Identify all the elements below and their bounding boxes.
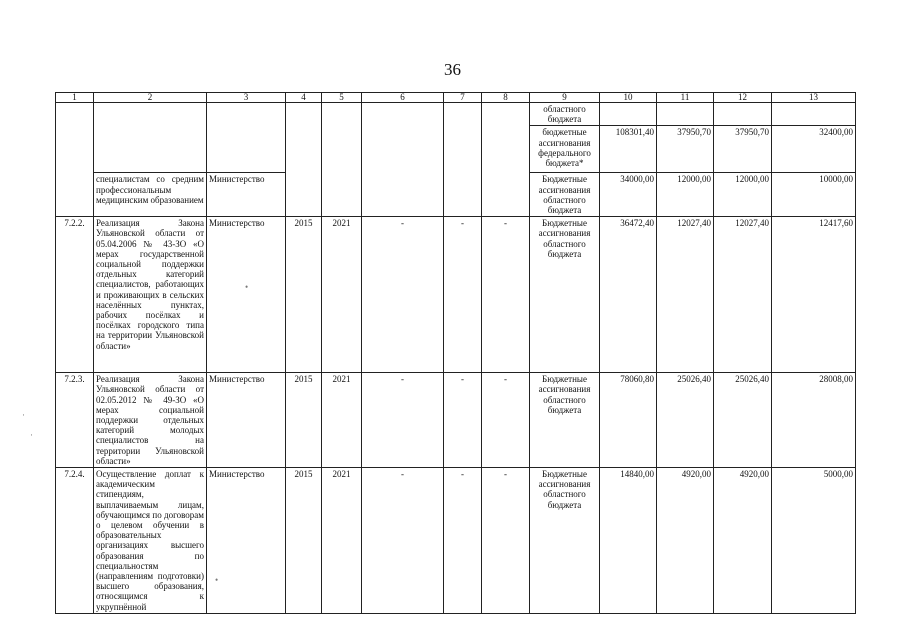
col7-cell: -	[444, 373, 482, 468]
column-header: 12	[714, 93, 772, 103]
year1-cell: 4920,00	[657, 468, 714, 614]
table-row	[56, 468, 856, 614]
program-table	[55, 92, 856, 614]
column-header: 13	[772, 93, 856, 103]
total-cell: 34000,00	[600, 173, 657, 217]
col7-cell: -	[444, 468, 482, 614]
scan-speck: ·	[22, 410, 25, 420]
executor-cell: Министерство	[207, 468, 286, 614]
year1-cell: 37950,70	[657, 126, 714, 173]
year2-cell: 25026,40	[714, 373, 772, 468]
executor-cell: Министерство	[207, 373, 286, 468]
year1-cell	[657, 103, 714, 126]
col8-cell: -	[482, 217, 530, 373]
start-year-cell: 2015	[286, 468, 322, 614]
col8-cell	[482, 103, 530, 217]
year3-cell: 28008,00	[772, 373, 856, 468]
column-header: 1	[56, 93, 94, 103]
col6-cell: -	[362, 217, 444, 373]
column-header: 8	[482, 93, 530, 103]
executor-cell: Министерство	[207, 217, 286, 373]
total-cell: 78060,80	[600, 373, 657, 468]
measure-name-cell: Реализация Закона Ульяновской области от 05.04.2006 № 43-ЗО «О мерах государственной социальной поддержки отдельных категорий специалистов, работающих и проживающих в сельских населённых пунктах, рабочих посёлках и посёлках городского типа на территории Ульяновской области»	[94, 217, 207, 373]
column-header: 10	[600, 93, 657, 103]
year2-cell: 12027,40	[714, 217, 772, 373]
start-year-cell: 2015	[286, 217, 322, 373]
item-number-cell: 7.2.4.	[56, 468, 94, 614]
start-year-cell	[286, 103, 322, 217]
total-cell: 108301,40	[600, 126, 657, 173]
column-header: 6	[362, 93, 444, 103]
funding-source-cell: Бюджетные ассигнования областного бюджета	[530, 373, 600, 468]
year3-cell: 32400,00	[772, 126, 856, 173]
funding-source-cell: областного бюджета	[530, 103, 600, 126]
end-year-cell	[322, 103, 362, 217]
year2-cell: 37950,70	[714, 126, 772, 173]
year3-cell: 10000,00	[772, 173, 856, 217]
total-cell: 36472,40	[600, 217, 657, 373]
col8-cell: -	[482, 468, 530, 614]
measure-name-cell: Осуществление доплат к академическим стипендиям, выплачиваемым лицам, обучающимся по договорам о целевом обучении в образовательных организациях высшего образования по специальностям (направлениям подготовки) высшего образования, относящимся к укрупнённой	[94, 468, 207, 614]
measure-name-cell	[94, 103, 207, 173]
year1-cell: 12027,40	[657, 217, 714, 373]
column-header: 2	[94, 93, 207, 103]
scan-speck: ·	[30, 430, 33, 440]
end-year-cell: 2021	[322, 373, 362, 468]
col6-cell: -	[362, 373, 444, 468]
year2-cell: 12000,00	[714, 173, 772, 217]
item-number-cell: 7.2.2.	[56, 217, 94, 373]
col6-cell	[362, 103, 444, 217]
year3-cell: 12417,60	[772, 217, 856, 373]
scan-speck: •	[245, 282, 249, 292]
column-header: 9	[530, 93, 600, 103]
start-year-cell: 2015	[286, 373, 322, 468]
funding-source-cell: Бюджетные ассигнования областного бюджета	[530, 173, 600, 217]
column-header: 5	[322, 93, 362, 103]
table-row	[56, 103, 856, 126]
executor-cell: Министерство	[207, 173, 286, 217]
item-number-cell	[56, 103, 94, 217]
end-year-cell: 2021	[322, 217, 362, 373]
page-number: 36	[444, 60, 461, 79]
year2-cell	[714, 103, 772, 126]
table-row	[56, 217, 856, 373]
table-row	[56, 373, 856, 468]
col7-cell: -	[444, 217, 482, 373]
year2-cell: 4920,00	[714, 468, 772, 614]
column-header: 7	[444, 93, 482, 103]
year1-cell: 25026,40	[657, 373, 714, 468]
item-number-cell: 7.2.3.	[56, 373, 94, 468]
executor-cell	[207, 103, 286, 173]
column-number-row	[56, 93, 856, 103]
year3-cell: 5000,00	[772, 468, 856, 614]
year3-cell	[772, 103, 856, 126]
year1-cell: 12000,00	[657, 173, 714, 217]
measure-name-cell: специалистам со средним профессиональным медицинским образованием	[94, 173, 207, 217]
column-header: 4	[286, 93, 322, 103]
total-cell	[600, 103, 657, 126]
col6-cell: -	[362, 468, 444, 614]
measure-name-cell: Реализация Закона Ульяновской области от 02.05.2012 № 49-ЗО «О мерах социальной поддержки отдельных категорий молодых специалистов на территории Ульяновской области»	[94, 373, 207, 468]
scan-speck: •	[215, 575, 219, 585]
column-header: 3	[207, 93, 286, 103]
funding-source-cell: бюджетные ассигнования федерального бюджета*	[530, 126, 600, 173]
total-cell: 14840,00	[600, 468, 657, 614]
col7-cell	[444, 103, 482, 217]
funding-source-cell: Бюджетные ассигнования областного бюджета	[530, 217, 600, 373]
column-header: 11	[657, 93, 714, 103]
funding-source-cell: Бюджетные ассигнования областного бюджета	[530, 468, 600, 614]
end-year-cell: 2021	[322, 468, 362, 614]
col8-cell: -	[482, 373, 530, 468]
